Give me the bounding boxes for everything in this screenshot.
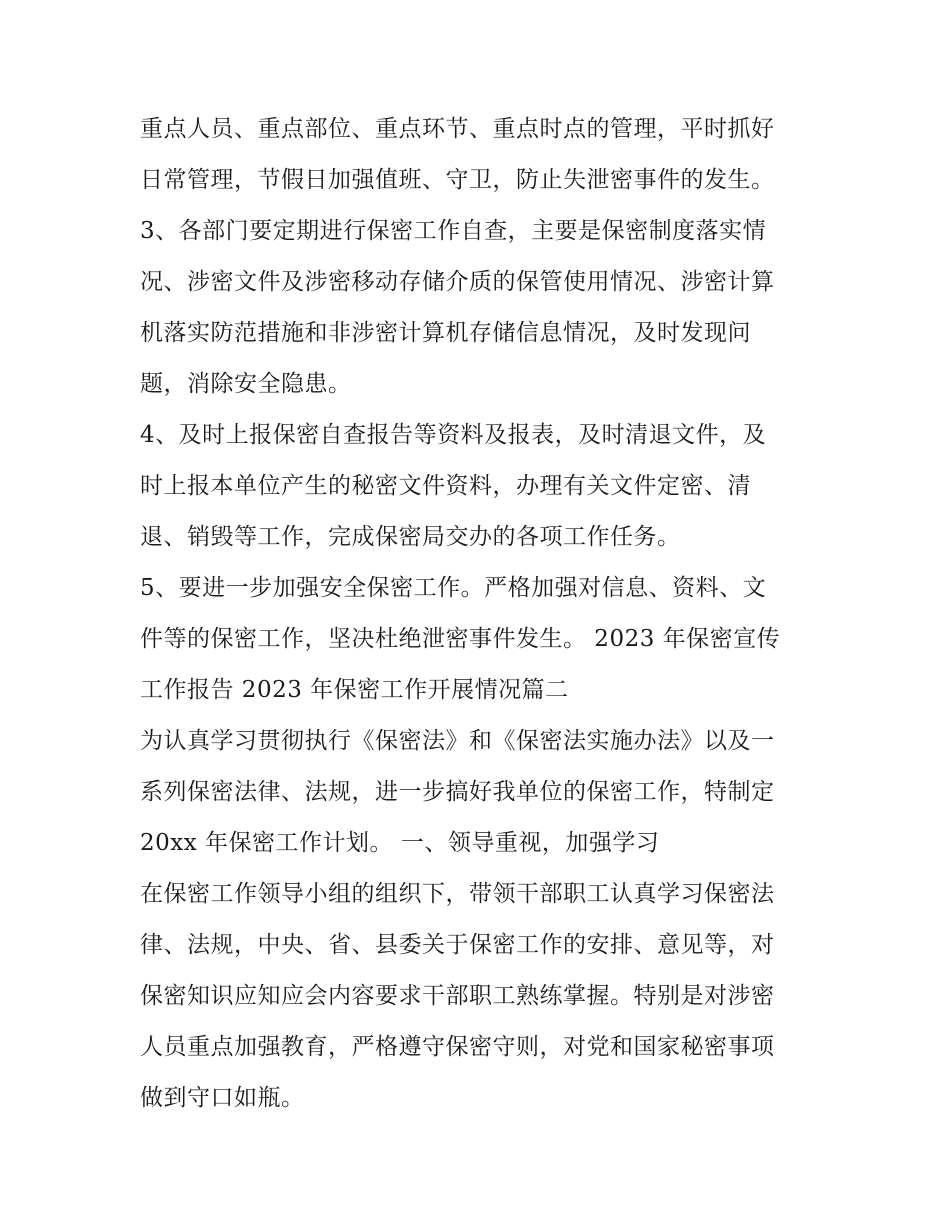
text-line: 5、要进一步加强安全保密工作。严格加强对信息、资料、文 xyxy=(140,575,767,601)
text-line: 在保密工作领导小组的组织下，带领干部职工认真学习保密法 xyxy=(140,881,775,907)
text-line: 3、各部门要定期进行保密工作自查，主要是保密制度落实情 xyxy=(140,218,767,244)
text-line: 律、法规，中央、省、县委关于保密工作的安排、意见等，对 xyxy=(140,932,775,958)
text-line: 20xx 年保密工作计划。 一、领导重视，加强学习 xyxy=(140,830,660,856)
text-line: 件等的保密工作，坚决杜绝泄密事件发生。 2023 年保密宣传 xyxy=(140,626,781,652)
document-body xyxy=(140,104,820,1124)
text-line: 机落实防范措施和非涉密计算机存储信息情况，及时发现问 xyxy=(140,320,751,346)
text-line: 人员重点加强教育，严格遵守保密守则，对党和国家秘密事项 xyxy=(140,1034,775,1060)
text-line: 时上报本单位产生的秘密文件资料，办理有关文件定密、清 xyxy=(140,473,751,499)
text-line: 日常管理，节假日加强值班、守卫，防止失泄密事件的发生。 xyxy=(140,167,775,193)
text-line: 保密知识应知应会内容要求干部职工熟练掌握。特别是对涉密 xyxy=(140,983,775,1009)
text-line: 题，消除安全隐患。 xyxy=(140,371,352,397)
text-line: 为认真学习贯彻执行《保密法》和《保密法实施办法》以及一 xyxy=(140,728,775,754)
text-line: 做到守口如瓶。 xyxy=(140,1085,305,1111)
text-line: 重点人员、重点部位、重点环节、重点时点的管理，平时抓好 xyxy=(140,116,775,142)
section-heading-line: 工作报告 2023 年保密工作开展情况篇二 xyxy=(140,677,569,703)
text-line: 系列保密法律、法规，进一步搞好我单位的保密工作，特制定 xyxy=(140,779,775,805)
text-line: 4、及时上报保密自查报告等资料及报表，及时清退文件，及 xyxy=(140,422,767,448)
text-line: 退、销毁等工作，完成保密局交办的各项工作任务。 xyxy=(140,524,681,550)
text-line: 况、涉密文件及涉密移动存储介质的保管使用情况、涉密计算 xyxy=(140,269,775,295)
